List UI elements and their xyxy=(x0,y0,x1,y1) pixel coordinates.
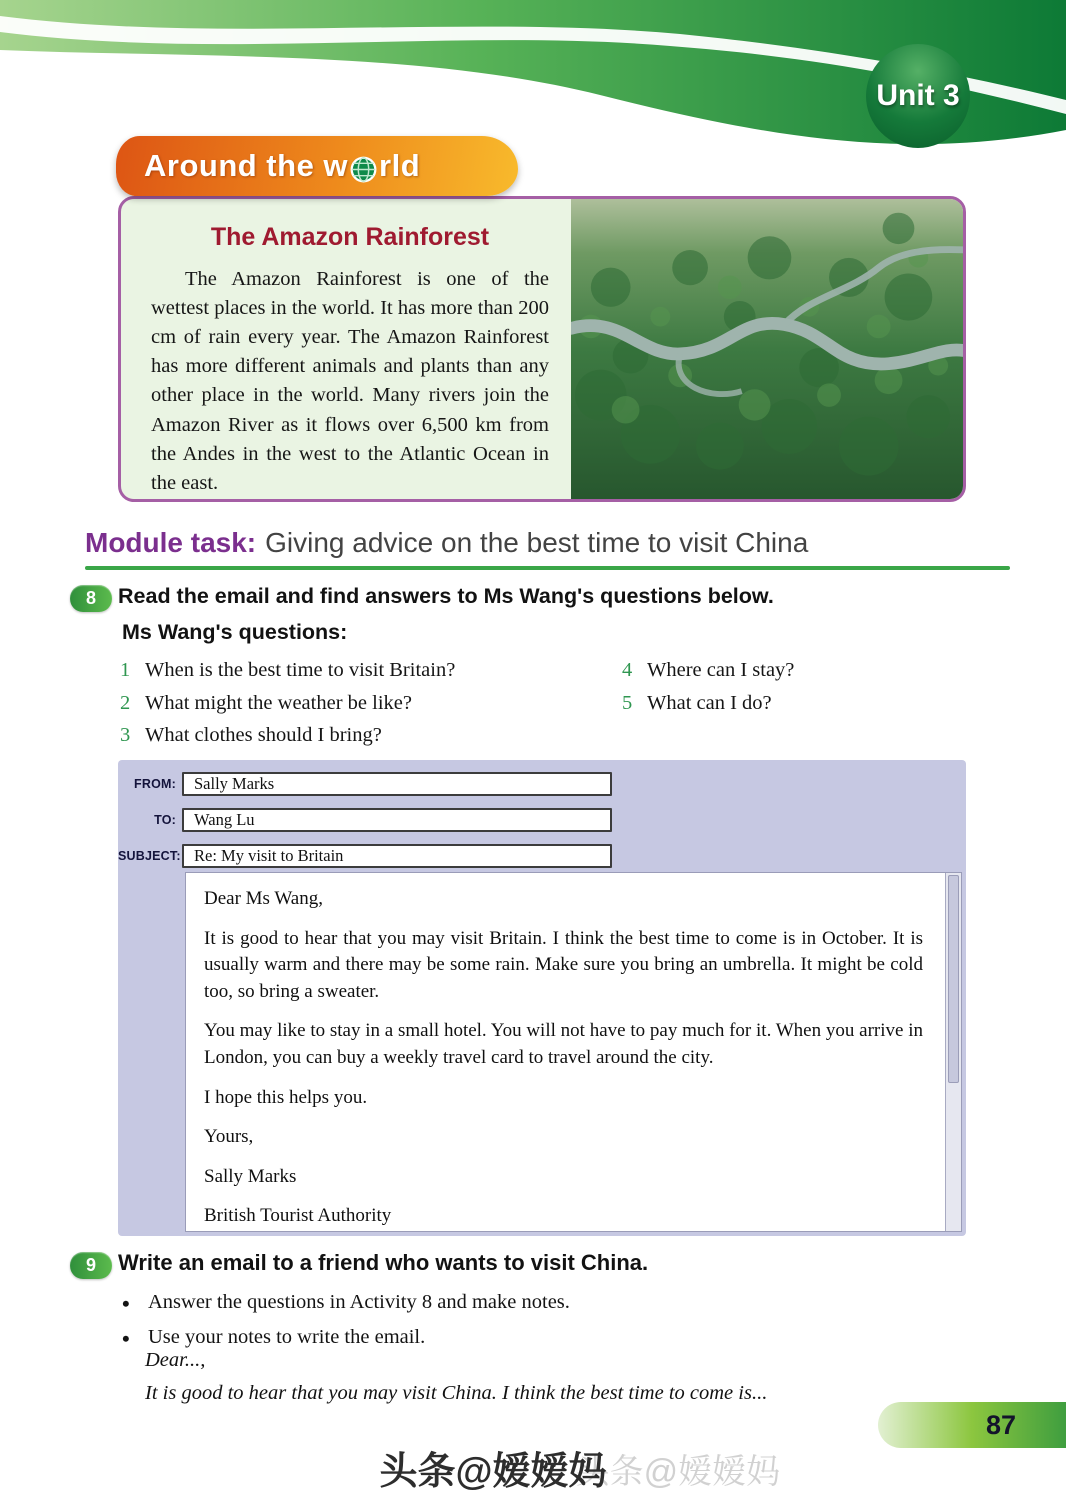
activity-8-instruction: Read the email and find answers to Ms Wang's questions below. xyxy=(118,584,774,608)
question-text: When is the best time to visit Britain? xyxy=(145,659,456,681)
prompt-line: It is good to hear that you may visit China. I think the best time to come is... xyxy=(145,1382,768,1404)
email-paragraph: You may like to stay in a small hotel. You will not have to pay much for it. When you arrive in London, you can buy a weekly travel card to travel around the city. xyxy=(204,1020,923,1068)
bullet-item xyxy=(122,1291,570,1317)
module-task-heading xyxy=(85,527,1010,570)
email-paragraph: Dear Ms Wang, xyxy=(204,888,323,909)
email-field-row xyxy=(118,844,612,868)
email-paragraph: Sally Marks xyxy=(204,1165,297,1187)
globe-icon xyxy=(350,156,377,183)
question-text: What can I do? xyxy=(647,691,772,714)
prompt-line: Dear..., xyxy=(145,1349,206,1371)
activity-8-number-badge: 8 xyxy=(70,585,112,612)
email-subject-field: Re: My visit to Britain xyxy=(182,844,612,868)
email-to-label: TO: xyxy=(154,813,176,827)
question-text: What clothes should I bring? xyxy=(145,724,382,746)
question-number: 4 xyxy=(622,659,633,681)
activity-9-number-badge: 9 xyxy=(70,1252,112,1279)
question-number: 3 xyxy=(120,724,131,746)
amazon-body-text: The Amazon Rainforest is one of the wettest places in the world. It has more than 200 cm of rain every year. The Amazon Rainforest has more different animals and plants than any other place in the world. Many rivers join the Amazon River as it flows over 6,500 km from the Andes in the west to the Atlantic Ocean in the east. xyxy=(151,268,549,494)
page-number: 87 xyxy=(985,1409,1016,1440)
question-item xyxy=(622,691,794,716)
around-the-world-banner xyxy=(116,136,518,196)
email-panel xyxy=(118,760,966,1236)
module-task-text: Giving advice on the best time to visit China xyxy=(265,527,809,558)
email-field-row xyxy=(118,772,612,796)
banner-text-prefix: Around the w xyxy=(144,148,349,183)
email-scrollbar xyxy=(945,873,961,1231)
unit-badge xyxy=(866,44,970,148)
email-body xyxy=(185,872,962,1232)
email-paragraph: I hope this helps you. xyxy=(204,1086,368,1108)
question-text: What might the weather be like? xyxy=(145,691,412,714)
question-number: 5 xyxy=(622,691,633,714)
bullet-icon xyxy=(122,1291,148,1317)
question-item xyxy=(120,723,455,748)
bullet-text: Use your notes to write the email. xyxy=(148,1326,426,1348)
email-paragraph: Yours, xyxy=(204,1126,254,1148)
banner-text-suffix: rld xyxy=(379,148,421,183)
email-paragraph: British Tourist Authority xyxy=(204,1205,392,1227)
email-paragraph: It is good to hear that you may visit Britain. I think the best time to come is in October. It is usually warm and there may be some rain. Make sure you bring an umbrella. It might be cold too, so bring a sweater. xyxy=(204,927,923,1002)
amazon-rainforest-box xyxy=(118,196,966,502)
questions-column-left xyxy=(120,658,455,756)
amazon-text-column xyxy=(121,199,571,499)
watermark-area xyxy=(0,1440,1066,1495)
question-number: 2 xyxy=(120,691,131,714)
email-from-label: FROM: xyxy=(134,777,176,791)
question-number: 1 xyxy=(120,659,131,681)
email-scrollbar-thumb xyxy=(948,875,959,1083)
module-task-underline xyxy=(85,566,1010,570)
amazon-title: The Amazon Rainforest xyxy=(210,223,490,251)
rainforest-aerial-photo xyxy=(571,199,963,499)
email-prompt-lines xyxy=(145,1349,767,1415)
email-from-field: Sally Marks xyxy=(182,772,612,796)
question-item xyxy=(622,658,794,683)
ms-wang-questions-heading: Ms Wang's questions: xyxy=(122,620,348,644)
question-text: Where can I stay? xyxy=(647,659,795,681)
bullet-text: Answer the questions in Activity 8 and make notes. xyxy=(148,1291,570,1313)
question-item xyxy=(120,658,455,683)
email-to-field: Wang Lu xyxy=(182,808,612,832)
activity-9-instruction: Write an email to a friend who wants to visit China. xyxy=(118,1250,649,1275)
question-item xyxy=(120,691,455,716)
watermark-ghost: 头条@嫒嫒妈 xyxy=(575,1453,781,1491)
watermark-text: 头条@嫒嫒妈 xyxy=(379,1451,607,1493)
module-task-label: Module task: xyxy=(85,527,257,558)
email-subject-label: SUBJECT: xyxy=(118,849,181,863)
unit-badge-label: Unit 3 xyxy=(876,79,960,112)
questions-column-right xyxy=(622,658,794,723)
email-field-row xyxy=(118,808,612,832)
